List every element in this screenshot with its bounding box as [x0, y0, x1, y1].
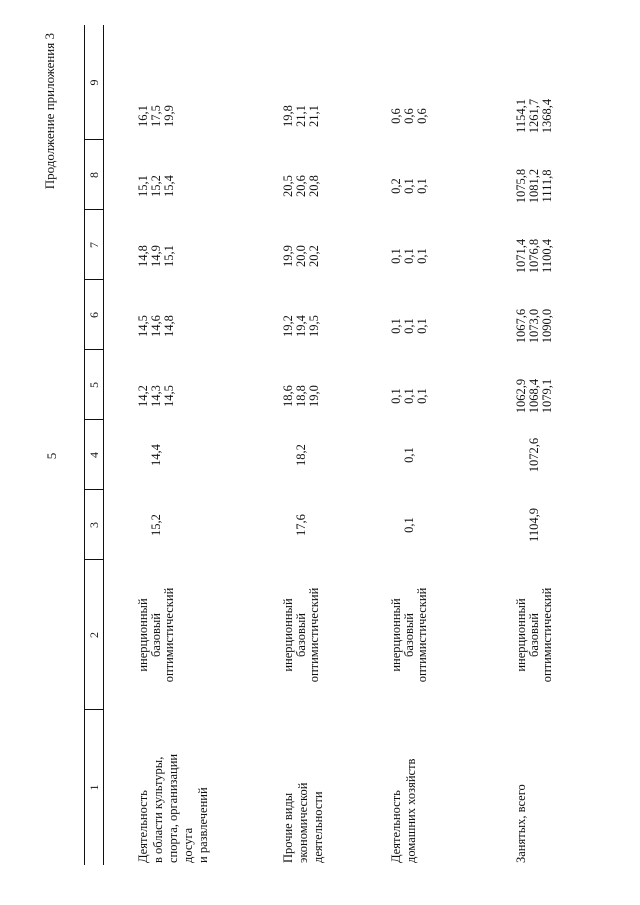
- value-col3: 1104,9: [527, 508, 541, 542]
- value-cell: 15,1: [162, 245, 176, 267]
- value-cell: 0,2: [389, 178, 403, 194]
- value-cell: 0,6: [389, 108, 403, 124]
- value-cell: 14,8: [136, 245, 150, 267]
- header-divider: [85, 709, 103, 710]
- value-cell: 0,1: [415, 388, 429, 404]
- value-cell: 1067,6: [514, 308, 528, 344]
- value-cell: 1111,8: [540, 169, 554, 203]
- value-cell: 1075,8: [514, 168, 528, 204]
- table-header-row: [84, 25, 104, 865]
- value-cell: 19,9: [162, 105, 176, 127]
- value-cell: 1071,4: [514, 238, 528, 274]
- scenario-label: базовый: [527, 613, 541, 658]
- value-cell: 16,1: [136, 105, 150, 127]
- value-cell: 0,1: [402, 178, 416, 194]
- column-header-5: 5: [87, 382, 101, 388]
- value-cell: 1100,4: [540, 239, 554, 273]
- column-header-3: 3: [87, 522, 101, 528]
- column-header-8: 8: [87, 172, 101, 178]
- value-cell: 14,3: [149, 385, 163, 407]
- value-col3: 0,1: [402, 517, 416, 533]
- value-cell: 14,8: [162, 315, 176, 337]
- header-divider: [85, 559, 103, 560]
- value-cell: 0,1: [415, 318, 429, 334]
- value-cell: 19,4: [294, 315, 308, 337]
- value-cell: 18,8: [294, 385, 308, 407]
- value-cell: 19,2: [281, 315, 295, 337]
- value-cell: 15,2: [149, 175, 163, 197]
- value-cell: 1076,8: [527, 238, 541, 274]
- column-header-1: 1: [87, 784, 101, 791]
- value-cell: 20,6: [294, 175, 308, 197]
- value-cell: 20,8: [307, 175, 321, 197]
- value-cell: 21,1: [294, 105, 308, 127]
- row-label-line: досуга: [181, 827, 195, 863]
- header-divider: [85, 349, 103, 350]
- header-divider: [85, 419, 103, 420]
- value-cell: 14,2: [136, 385, 150, 407]
- value-cell: 1154,1: [514, 99, 528, 133]
- row-label-line: Прочие виды: [281, 792, 295, 863]
- column-header-6: 6: [87, 312, 101, 318]
- value-cell: 18,6: [281, 385, 295, 407]
- row-label-line: Деятельность: [389, 790, 403, 863]
- value-cell: 17,5: [149, 105, 163, 127]
- value-cell: 0,1: [402, 248, 416, 264]
- value-col4: 14,4: [149, 444, 163, 466]
- scenario-label: инерционный: [281, 598, 295, 672]
- header-divider: [85, 139, 103, 140]
- value-cell: 0,1: [389, 248, 403, 264]
- column-header-9: 9: [87, 79, 101, 86]
- scenario-label: базовый: [149, 613, 163, 658]
- value-cell: 0,1: [402, 388, 416, 404]
- scenario-label: оптимистический: [307, 587, 321, 683]
- row-label-line: домашних хозяйств: [404, 758, 418, 863]
- value-cell: 19,5: [307, 315, 321, 337]
- value-cell: 14,5: [136, 315, 150, 337]
- value-cell: 1261,7: [527, 98, 541, 134]
- value-cell: 0,1: [402, 318, 416, 334]
- page-number: 5: [44, 452, 59, 460]
- data-table: [84, 25, 615, 865]
- value-cell: 0,6: [402, 108, 416, 124]
- row-label-line: Занятых, всего: [514, 784, 528, 863]
- value-cell: 20,5: [281, 175, 295, 197]
- value-cell: 15,1: [136, 175, 150, 197]
- value-cell: 0,1: [389, 388, 403, 404]
- value-cell: 20,2: [307, 245, 321, 267]
- value-col4: 18,2: [294, 444, 308, 466]
- value-cell: 0,6: [415, 108, 429, 124]
- value-cell: 21,1: [307, 105, 321, 127]
- value-cell: 19,9: [281, 245, 295, 267]
- row-label-line: в области культуры,: [151, 756, 165, 863]
- value-cell: 15,4: [162, 175, 176, 197]
- scenario-label: оптимистический: [415, 587, 429, 683]
- row-label-line: и развлечений: [196, 787, 210, 863]
- header-divider: [85, 489, 103, 490]
- value-col3: 17,6: [294, 514, 308, 536]
- value-cell: 0,1: [415, 248, 429, 264]
- value-cell: 1368,4: [540, 98, 554, 134]
- value-cell: 1073,0: [527, 308, 541, 344]
- scenario-label: базовый: [402, 613, 416, 658]
- scenario-label: инерционный: [136, 598, 150, 672]
- value-cell: 0,1: [389, 318, 403, 334]
- row-label-line: Деятельность: [136, 790, 150, 863]
- scenario-label: инерционный: [389, 598, 403, 672]
- scenario-label: инерционный: [514, 598, 528, 672]
- value-cell: 19,8: [281, 105, 295, 127]
- value-cell: 1079,1: [540, 378, 554, 414]
- continuation-caption: Продолжение приложения 3: [42, 33, 57, 190]
- scenario-label: базовый: [294, 613, 308, 658]
- value-cell: 19,0: [307, 385, 321, 407]
- header-divider: [85, 209, 103, 210]
- value-cell: 1068,4: [527, 378, 541, 414]
- row-label-line: экономической: [296, 782, 310, 863]
- value-col4: 1072,6: [527, 437, 541, 473]
- column-header-7: 7: [87, 242, 101, 248]
- value-cell: 14,6: [149, 315, 163, 337]
- column-header-4: 4: [87, 452, 101, 458]
- value-cell: 14,9: [149, 245, 163, 267]
- row-label-line: спорта, организации: [166, 753, 180, 863]
- header-divider: [85, 279, 103, 280]
- scenario-label: оптимистический: [162, 587, 176, 683]
- value-col3: 15,2: [149, 514, 163, 536]
- value-cell: 0,1: [415, 178, 429, 194]
- value-cell: 1090,0: [540, 308, 554, 344]
- value-cell: 1081,2: [527, 168, 541, 204]
- row-label-line: деятельности: [311, 791, 325, 863]
- value-cell: 1062,9: [514, 378, 528, 414]
- column-header-2: 2: [87, 632, 101, 638]
- rotated-table-page: [40, 25, 615, 865]
- scenario-label: оптимистический: [540, 587, 554, 683]
- value-cell: 20,0: [294, 245, 308, 267]
- value-cell: 14,5: [162, 385, 176, 407]
- value-col4: 0,1: [402, 447, 416, 463]
